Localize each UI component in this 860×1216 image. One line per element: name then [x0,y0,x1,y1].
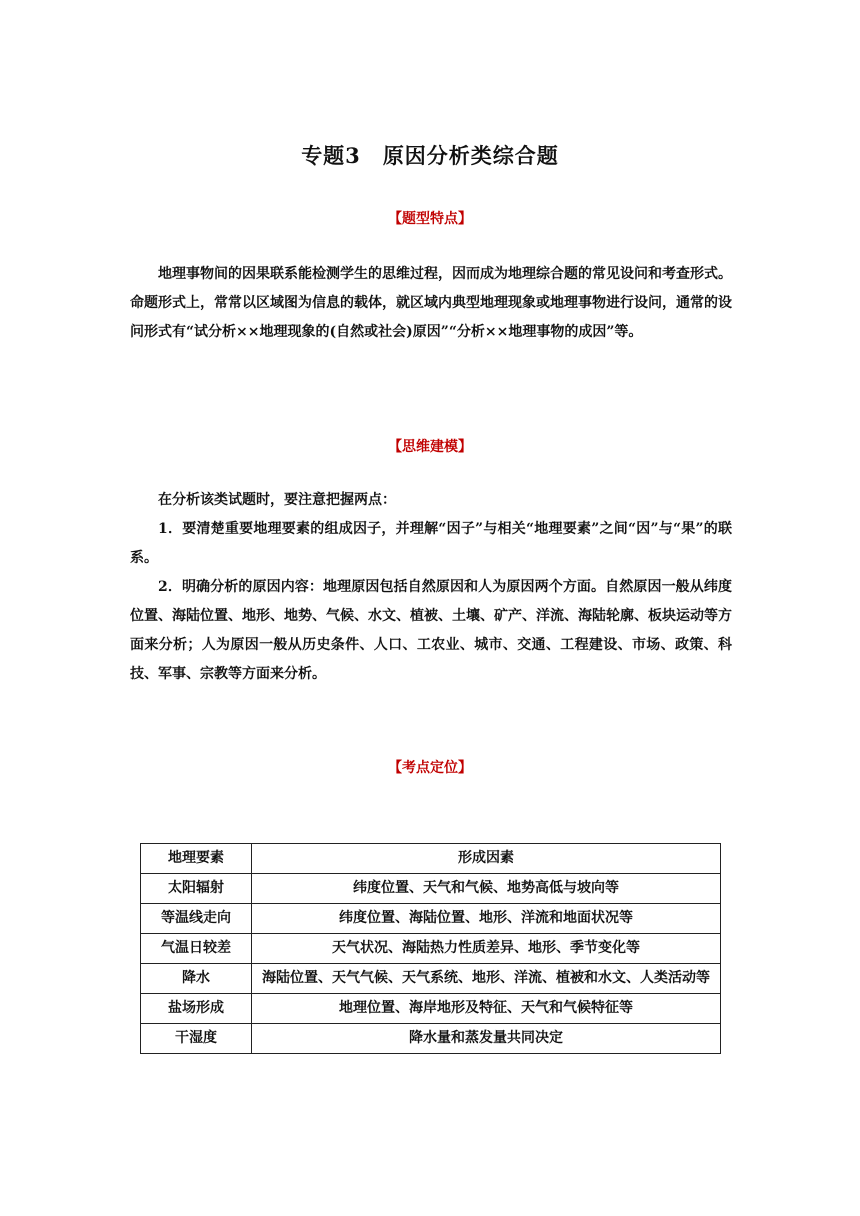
table-header-cell: 形成因素 [252,844,721,874]
table-cell-factors: 天气状况、海陆热力性质差异、地形、季节变化等 [252,934,721,964]
table-row [141,934,721,964]
table-row [141,904,721,934]
table-cell-factors: 地理位置、海岸地形及特征、天气和气候特征等 [252,994,721,1024]
table-header-row [141,844,721,874]
table-row [141,1024,721,1054]
modeling-intro: 在分析该类试题时，要注意把握两点： [158,492,396,508]
table-cell-factors: 纬度位置、海陆位置、地形、洋流和地面状况等 [252,904,721,934]
factors-table [140,843,721,1054]
table-row [141,994,721,1024]
table-cell-element: 干湿度 [141,1024,252,1054]
section-heading-features: 【题型特点】 [388,211,472,227]
table-cell-element: 盐场形成 [141,994,252,1024]
table-row [141,964,721,994]
table-cell-element: 等温线走向 [141,904,252,934]
table-cell-element: 太阳辐射 [141,874,252,904]
table-row [141,874,721,904]
page-title [0,140,860,170]
modeling-point-1: 1．要清楚重要地理要素的组成因子，并理解“因子”与相关“地理要素”之间“因”与“果”的联系。 [130,521,732,566]
topic-number: 专题3 [301,143,361,168]
section-heading-locating: 【考点定位】 [388,760,472,776]
modeling-point-2: 2．明确分析的原因内容：地理原因包括自然原因和人为原因两个方面。自然原因一般从纬度位置、海陆位置、地形、地势、气候、水文、植被、土壤、矿产、洋流、海陆轮廓、板块运动等方面来分析；人为原因一般从历史条件、人口、工农业、城市、交通、工程建设、市场、政策、科技、军事、宗教等方面来分析。 [130,579,732,682]
table-cell-factors: 纬度位置、天气和气候、地势高低与坡向等 [252,874,721,904]
topic-title: 原因分析类综合题 [382,143,559,168]
table-cell-factors: 海陆位置、天气气候、天气系统、地形、洋流、植被和水文、人类活动等 [252,964,721,994]
table-header-cell: 地理要素 [141,844,252,874]
table-cell-element: 降水 [141,964,252,994]
section-heading-modeling: 【思维建模】 [388,439,472,455]
modeling-text [130,486,732,689]
features-paragraph: 地理事物间的因果联系能检测学生的思维过程，因而成为地理综合题的常见设问和考查形式。命题形式上，常常以区域图为信息的载体，就区域内典型地理现象或地理事物进行设问，通常的设问形式有“试分析××地理现象的(自然或社会)原因”“分析××地理事物的成因”等。 [130,266,732,340]
table-cell-element: 气温日较差 [141,934,252,964]
table-cell-factors: 降水量和蒸发量共同决定 [252,1024,721,1054]
